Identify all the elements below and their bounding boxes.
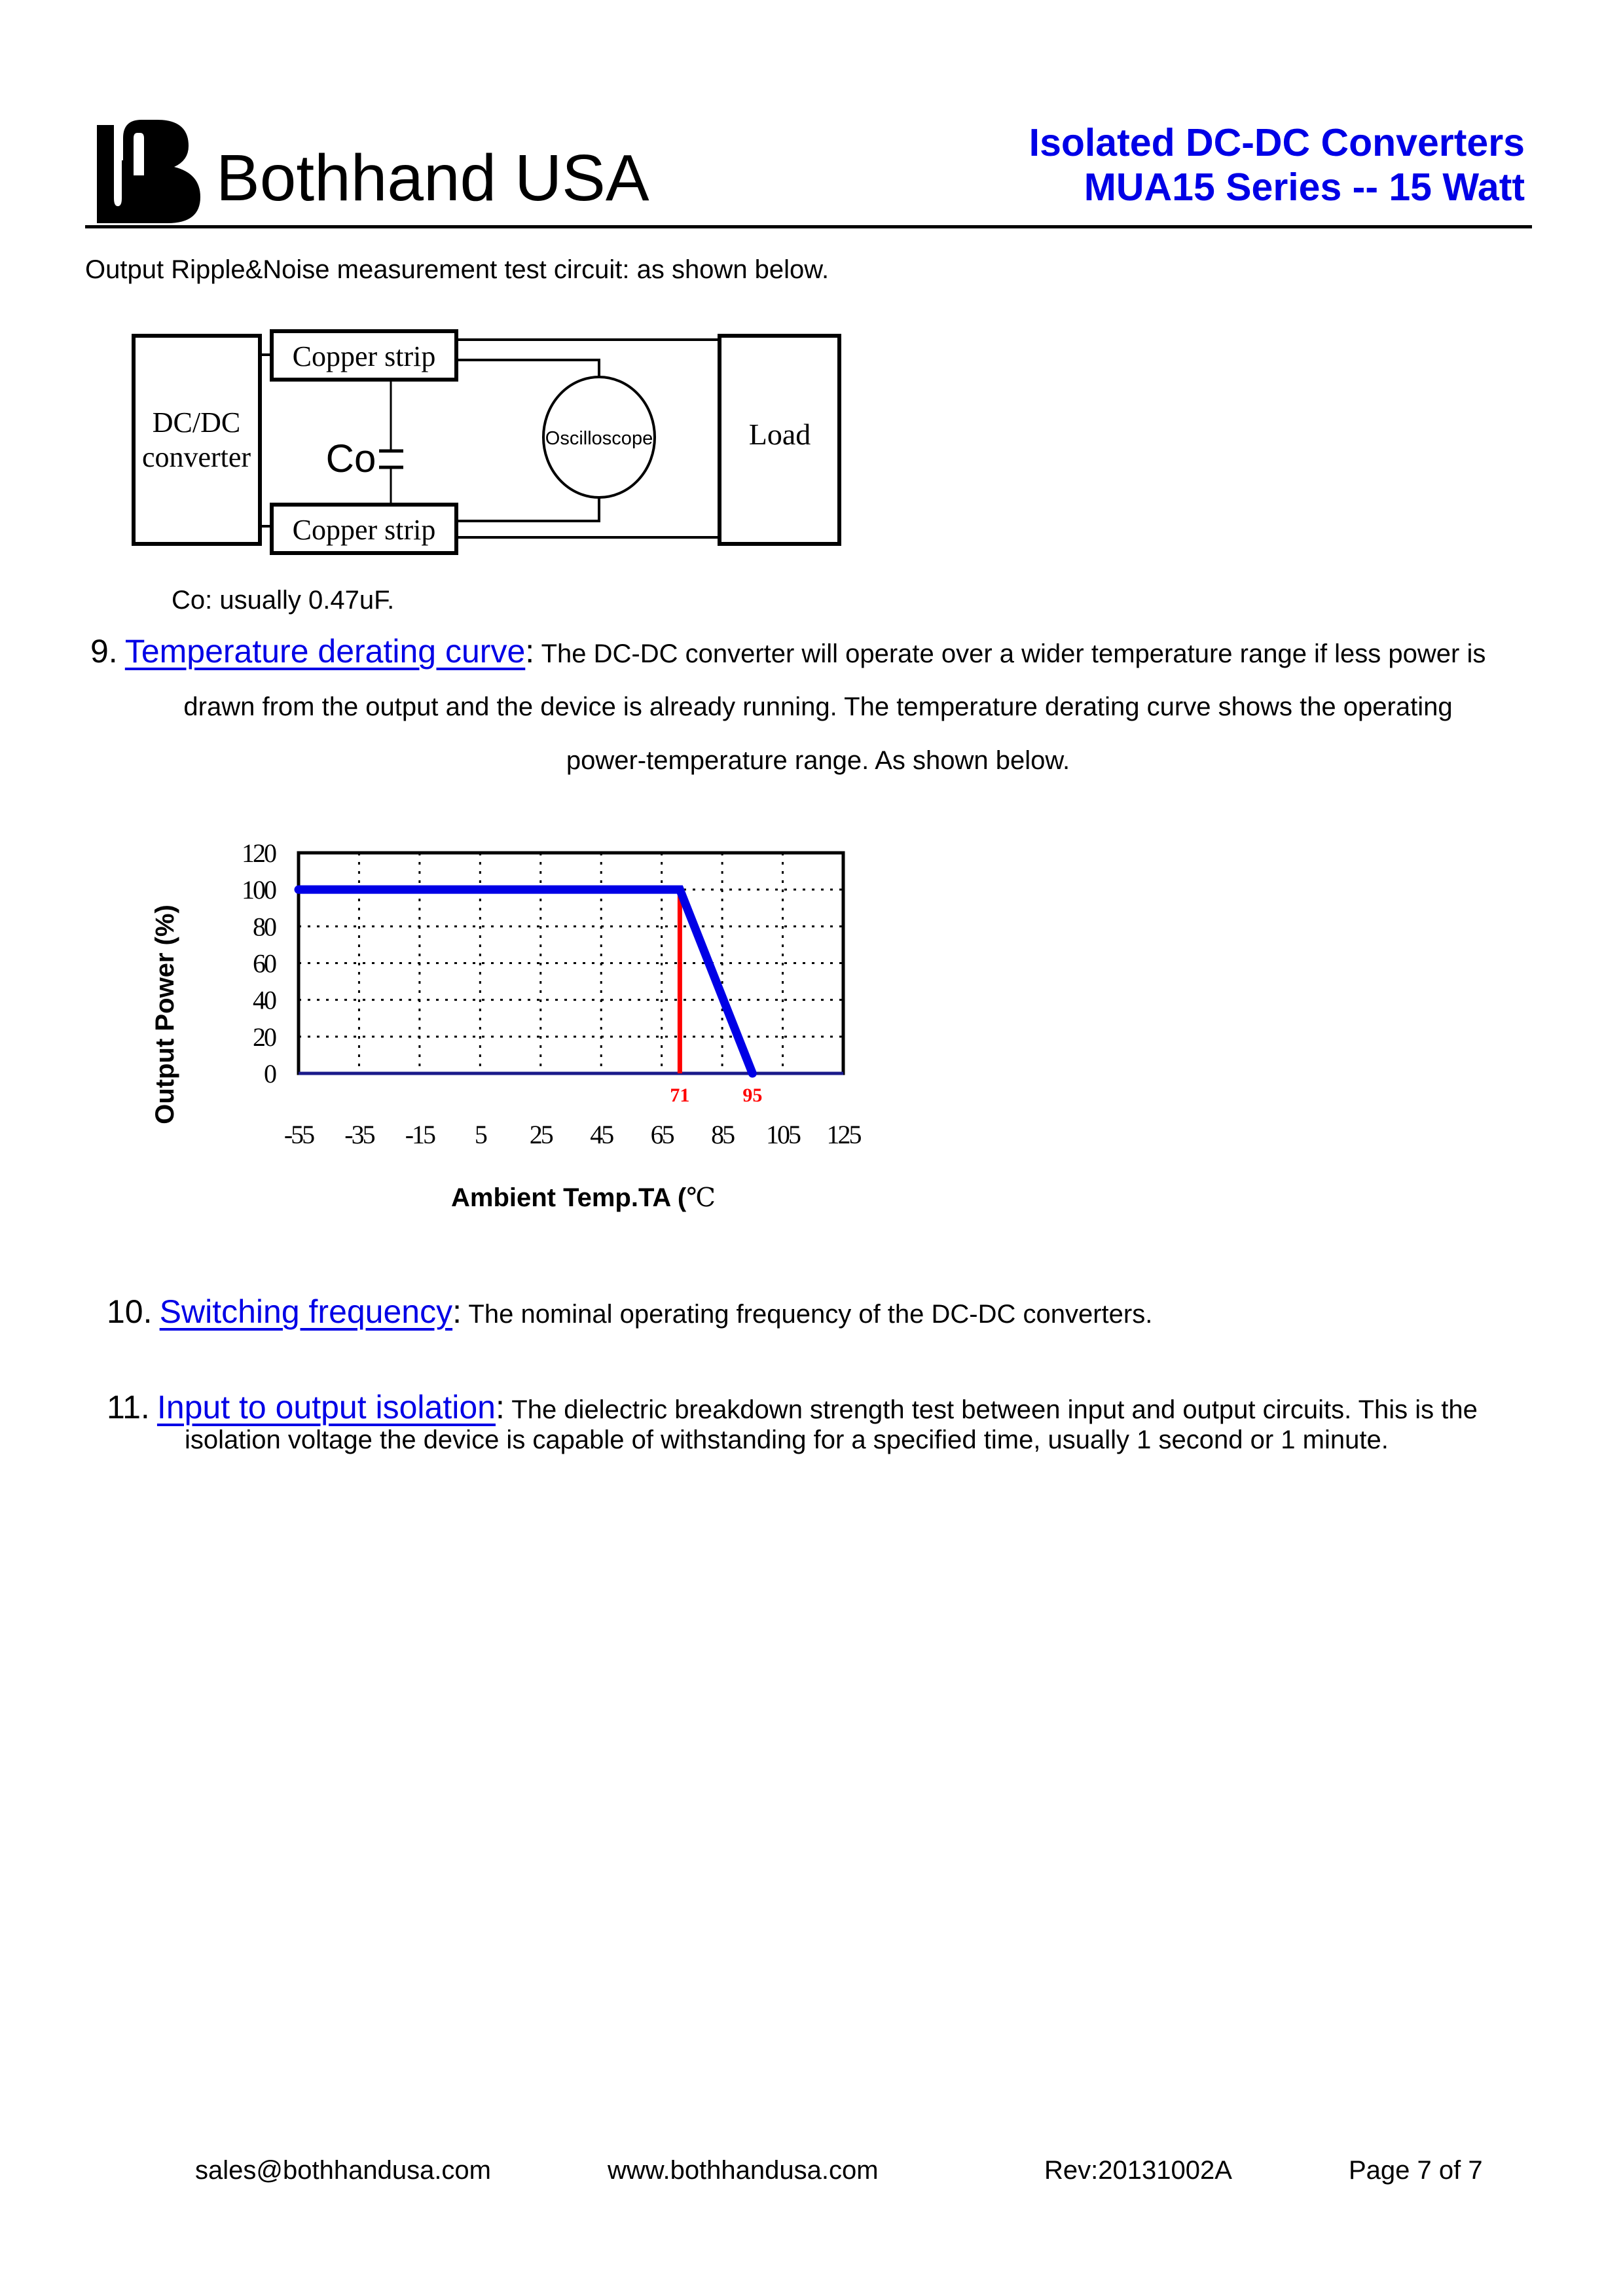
annotation-label-71: 71 [670,1085,690,1106]
converter-label-line1: DC/DC [152,406,241,439]
ripple-intro-text: Output Ripple&Noise measurement test circuit: as shown below. [85,255,830,284]
section-9-colon: : [525,633,535,670]
capacitor-note: Co: usually 0.47uF. [172,586,395,615]
footer-page-number: Page 7 of 7 [1349,2156,1483,2185]
chart-x-axis-label-text: Ambient Temp.TA ( [451,1183,687,1212]
y-tick-label: 100 [242,875,275,905]
section-9-number: 9. [90,633,118,670]
section-11-text-line1: The dielectric breakdown strength test between input and output circuits. This is the [504,1395,1478,1424]
ripple-test-circuit-diagram [128,329,862,558]
chart-x-axis-unit: ℃ [686,1183,716,1213]
footer-revision: Rev:20131002A [1044,2156,1232,2185]
y-tick-label: 80 [253,912,275,942]
header-divider [85,225,1532,228]
x-tick-label: 25 [529,1120,552,1149]
y-tick-label: 20 [253,1022,275,1052]
x-tick-label: -35 [344,1120,374,1149]
x-tick-label: -55 [283,1120,314,1149]
converter-label-line2: converter [141,441,251,473]
section-11-text-line2: isolation voltage the device is capable of withstanding for a specified time, usually 1 second or 1 minute. [185,1426,1389,1454]
x-tick-label: 125 [826,1120,860,1149]
input-to-output-isolation-link[interactable]: Input to output isolation [156,1389,496,1426]
copper-strip-bottom-label: Copper strip [292,514,436,546]
y-tick-label: 120 [242,838,275,868]
y-tick-label: 0 [264,1059,275,1088]
section-11 [107,1389,1478,1428]
data-point [752,1073,753,1074]
hb-logo-icon [97,120,205,223]
section-11-colon: : [495,1389,505,1426]
derating-curve-line [299,889,752,1073]
chart-x-axis-label [451,1183,716,1213]
capacitor-label: Co [325,437,376,480]
x-tick-label: 85 [711,1120,734,1149]
x-tick-label: 5 [474,1120,486,1149]
load-label: Load [748,418,811,451]
chart-series [299,889,844,1074]
chart-y-axis-label: Output Power (%) [151,905,179,1124]
section-10 [107,1293,1152,1333]
section-9-text-line1: The DC-DC converter will operate over a wider temperature range if less power is [534,639,1486,668]
document-subtitle: MUA15 Series -- 15 Watt [1084,166,1525,209]
chart-tick-labels [242,838,862,1149]
x-tick-label: 45 [590,1120,613,1149]
footer-email-link[interactable]: sales@bothhandusa.com [195,2156,491,2185]
temperature-derating-chart [144,825,877,1244]
section-10-text: The nominal operating frequency of the DC-DC converters. [462,1300,1153,1329]
section-9-text-line3: power-temperature range. As shown below. [566,746,1070,775]
footer-website-link[interactable]: www.bothhandusa.com [608,2156,879,2185]
x-tick-label: 105 [766,1120,800,1149]
section-9-heading [90,633,1486,672]
dcdc-converter-box [134,336,260,544]
document-title: Isolated DC-DC Converters [1029,121,1525,164]
section-9-text-line3-wrap [0,745,1623,776]
switching-frequency-link[interactable]: Switching frequency [159,1293,453,1330]
temperature-derating-curve-link[interactable]: Temperature derating curve [124,633,526,670]
oscilloscope-label: Oscilloscope [545,428,653,449]
section-11-number: 11. [107,1389,150,1426]
annotation-label-95: 95 [742,1085,763,1106]
data-point [843,1073,844,1074]
section-9-text-line2: drawn from the output and the device is already running. The temperature derating curve shows the operating [183,692,1453,721]
section-9-text-line2-wrap [0,691,1623,723]
brand-name: Bothhand USA [216,141,649,215]
section-10-number: 10. [107,1293,153,1330]
copper-strip-top-label: Copper strip [292,340,436,372]
y-tick-label: 40 [253,985,275,1015]
x-tick-label: -15 [405,1120,435,1149]
y-tick-label: 60 [253,948,275,978]
x-tick-label: 65 [650,1120,673,1149]
section-10-colon: : [452,1293,462,1330]
